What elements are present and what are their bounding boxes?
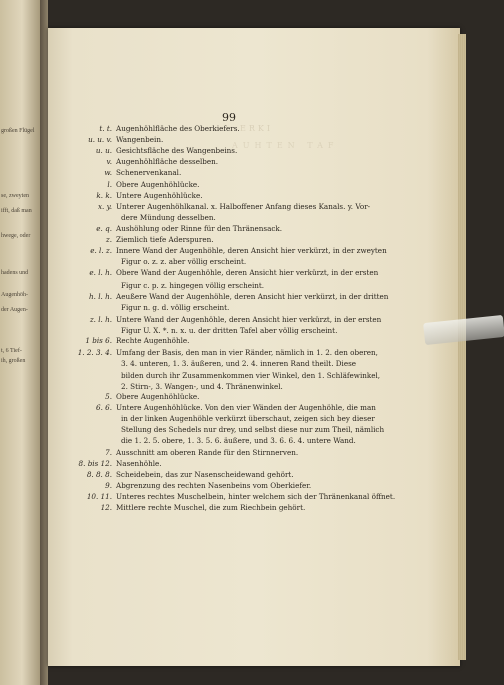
entry-text: Rechte Augenhöhle. xyxy=(116,336,190,345)
entry-text: bilden durch ihr Zusammenkommen vier Winkel, den 1. Schläfewinkel, xyxy=(121,371,381,380)
text-line xyxy=(89,292,389,301)
entry-label: 7. xyxy=(105,448,112,457)
text-line xyxy=(100,503,306,512)
entry-label: 12. xyxy=(100,503,112,512)
entry-text: Figur o. z. z. aber völlig erscheint. xyxy=(121,257,247,266)
entry-text: in der linken Augenhöhle verkürzt überschaut, zeigen sich bey dieser xyxy=(121,414,375,423)
entry-text: Innere Wand der Augenhöhle, deren Ansicht hier verkürzt, in der zweyten xyxy=(116,246,387,255)
entry-text: Schenervenkanal. xyxy=(116,168,182,177)
entry-text: Scheidebein, das zur Nasenscheidewand gehört. xyxy=(116,470,294,479)
left-page-text-fragment: ifft, daß man xyxy=(1,208,32,214)
left-page-text-fragment: großen Flügel xyxy=(1,128,35,134)
entry-text: Obere Wand der Augenhöhle, deren Ansicht hier verkürzt, in der ersten xyxy=(116,268,379,277)
text-line xyxy=(99,124,240,133)
text-line xyxy=(121,425,384,434)
text-line xyxy=(121,257,246,266)
entry-label: 5. xyxy=(105,392,112,401)
text-line xyxy=(121,326,337,335)
entry-text: Aeußere Wand der Augenhöhle, deren Ansicht hier verkürzt, in der dritten xyxy=(116,292,389,301)
show-through-text: AUHTEN TAF xyxy=(232,141,339,150)
entry-label: w. xyxy=(104,168,112,177)
entry-text: Augenhöhlfläche desselben. xyxy=(116,157,219,166)
entry-text: Untere Augenhöhlücke. xyxy=(116,191,203,200)
entry-text: Obere Augenhöhlücke. xyxy=(116,392,200,401)
text-line xyxy=(89,315,382,324)
entry-label: 10. 11. xyxy=(86,492,112,501)
entry-text: Figur c. p. z. hingegen völlig erscheint. xyxy=(121,281,265,290)
text-line xyxy=(97,202,371,211)
entry-text: 3. 4. unteren, 1. 3. äußeren, und 2. 4. inneren Rand theilt. Diese xyxy=(121,359,357,368)
entry-label: 9. xyxy=(105,481,112,490)
entry-text: Ziemlich tiefe Aderspuren. xyxy=(116,235,214,244)
entry-label: l. xyxy=(107,180,112,189)
left-page-edge xyxy=(0,0,40,685)
left-page-text-fragment: Augenhöh- xyxy=(1,292,28,298)
show-through-text: ERKI xyxy=(240,124,273,133)
entry-label: 8. bis 12. xyxy=(78,459,112,468)
entry-text: Wangenbein. xyxy=(116,135,164,144)
entry-label: 8. 8. 8. xyxy=(86,470,112,479)
entry-label: z. l. h. xyxy=(89,315,112,324)
book-gutter xyxy=(40,0,48,685)
entry-text: Figur U. X. *. n. x. u. der dritten Tafel aber völlig erscheint. xyxy=(121,326,338,335)
entry-label: v. xyxy=(106,157,112,166)
entry-label: t. t. xyxy=(99,124,112,133)
text-line xyxy=(96,403,376,412)
left-page-text-fragment: hadens und xyxy=(1,270,29,276)
entry-label: x. y. xyxy=(97,202,112,211)
text-line xyxy=(105,481,312,490)
entry-text: Figur n. g. d. völlig erscheint. xyxy=(121,303,230,312)
entry-text: Abgrenzung des rechten Nasenbeins vom Oberkiefer. xyxy=(116,481,312,490)
entry-label: 6. 6. xyxy=(96,403,112,412)
left-page-text-fragment: der Augen- xyxy=(1,307,28,313)
text-line xyxy=(121,382,283,391)
entry-text: Umfang der Basis, den man in vier Ränder, nämlich in 1. 2. den oberen, xyxy=(116,348,378,357)
text-line xyxy=(106,157,219,166)
entry-text: Obere Augenhöhlücke. xyxy=(116,180,200,189)
text-line xyxy=(88,135,164,144)
entry-text: dere Mündung desselben. xyxy=(121,213,216,222)
entry-text: Stellung des Schedels nur drey, und selbst diese nur zum Theil, nämlich xyxy=(121,425,385,434)
text-line xyxy=(121,371,380,380)
entry-label: k. k. xyxy=(96,191,112,200)
text-line xyxy=(96,191,203,200)
text-line xyxy=(77,348,378,357)
entry-label: u. u. xyxy=(95,146,112,155)
text-line xyxy=(86,492,396,501)
text-line xyxy=(121,436,356,445)
entry-text: Augenhöhlfläche des Oberkiefers. xyxy=(116,124,240,133)
text-line xyxy=(105,235,214,244)
left-page-text-fragment: se, zweyten xyxy=(1,193,29,199)
text-line xyxy=(105,448,299,457)
text-line xyxy=(121,281,264,290)
text-line xyxy=(121,303,229,312)
entry-label: u. u. v. xyxy=(88,135,112,144)
page-stack-edge xyxy=(458,34,466,660)
entry-label: 1. 2. 3. 4. xyxy=(77,348,112,357)
text-line xyxy=(89,268,379,277)
entry-text: Gesichtsfläche des Wangenbeins. xyxy=(116,146,238,155)
text-line xyxy=(105,392,200,401)
entry-label: e. q. xyxy=(96,224,112,233)
entry-text: Untere Augenhöhlücke. Von den vier Wänden der Augenhöhle, die man xyxy=(116,403,376,412)
entry-label: e. l. h. xyxy=(89,268,112,277)
text-line xyxy=(95,146,238,155)
text-line xyxy=(107,180,200,189)
entry-label: 1 bis 6. xyxy=(85,336,112,345)
text-line xyxy=(85,336,190,345)
entry-text: Mittlere rechte Muschel, die zum Riechbein gehört. xyxy=(116,503,306,512)
text-line xyxy=(121,359,356,368)
entry-label: e. l. z. xyxy=(90,246,112,255)
entry-text: 2. Stirn-, 3. Wangen-, und 4. Thränenwinkel. xyxy=(121,382,283,391)
entry-label: z. xyxy=(105,235,112,244)
left-page-text-fragment: hwege, oder xyxy=(1,233,31,239)
text-line xyxy=(121,213,216,222)
text-line xyxy=(86,470,294,479)
text-line xyxy=(78,459,162,468)
text-line xyxy=(104,168,182,177)
entry-text: Aushöhlung oder Rinne für den Thränensack. xyxy=(116,224,283,233)
entry-text: Unteres rechtes Muschelbein, hinter welchem sich der Thränenkanal öffnet. xyxy=(116,492,396,501)
entry-text: Nasenhöhle. xyxy=(116,459,162,468)
entry-text: Unterer Augenhöhlkanal. x. Halboffener Anfang dieses Kanals. y. Vor- xyxy=(116,202,371,211)
text-line xyxy=(96,224,283,233)
entry-label: h. l. h. xyxy=(89,292,112,301)
left-page-text-fragment: t, 6 Tief- xyxy=(1,348,22,354)
entry-text: Ausschnitt am oberen Rande für den Stirnnerven. xyxy=(116,448,299,457)
text-line xyxy=(121,414,375,423)
page-number: 99 xyxy=(222,111,236,124)
left-page-text-fragment: ih, großen xyxy=(1,358,26,364)
text-line xyxy=(90,246,387,255)
entry-text: Untere Wand der Augenhöhle, deren Ansicht hier verkürzt, in der ersten xyxy=(116,315,382,324)
entry-text: die 1. 2. 5. obere, 1. 3. 5. 6. äußere, und 3. 6. 6. 4. untere Wand. xyxy=(121,436,356,445)
